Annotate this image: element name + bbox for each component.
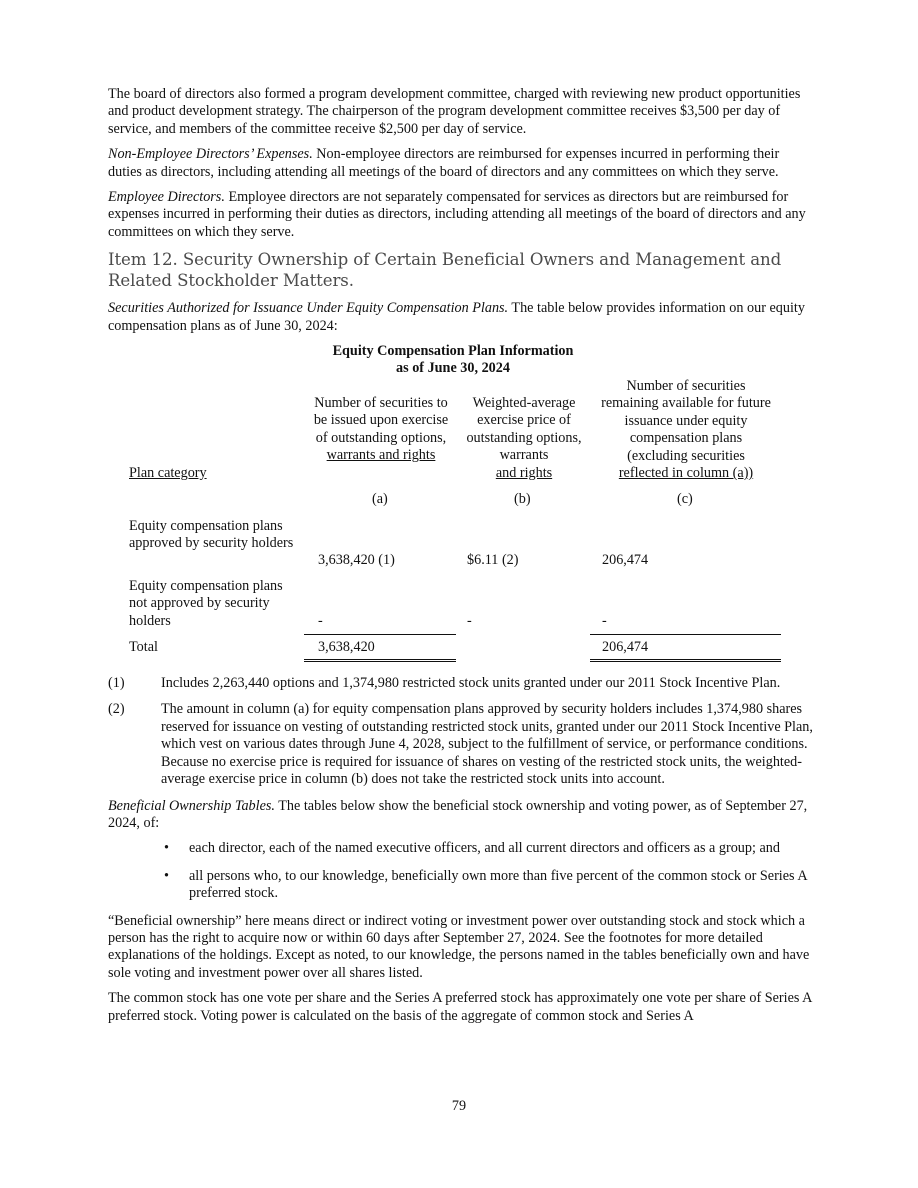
list-item bbox=[108, 840, 813, 857]
total-col-a: 3,638,420 bbox=[318, 639, 375, 656]
paragraph-lead: Non-Employee Directors’ Expenses. bbox=[108, 146, 313, 163]
paragraph-equity-intro bbox=[108, 300, 813, 335]
list-item-text: each director, each of the named executive officers, and all current directors and officers as a group; and bbox=[189, 840, 780, 857]
paragraph-beneficial-definition: “Beneficial ownership” here means direct or indirect voting or investment power over outstanding stock and stock which a person has the right to acquire now or within 60 days after September 27, 2024. See the footnotes for more detailed explanations of the holdings. Except as noted, to our knowledge, the persons named in the tables beneficially own and have sole voting and investment power over all shares listed. bbox=[108, 912, 810, 981]
row-1-col-a: 3,638,420 (1) bbox=[318, 552, 395, 569]
bullet-list bbox=[108, 840, 813, 902]
bullet-icon: • bbox=[164, 867, 169, 884]
row-2-category: Equity compensation plans not approved by security holders bbox=[129, 578, 283, 629]
row-1-col-b: $6.11 (2) bbox=[467, 552, 519, 569]
header-col-a bbox=[311, 395, 451, 465]
header-col-b-underlined: and rights bbox=[495, 464, 553, 481]
row-1-category: Equity compensation plans approved by security holders bbox=[129, 518, 294, 552]
equity-compensation-table bbox=[108, 377, 813, 697]
footnote-1-text: Includes 2,263,440 options and 1,374,980 restricted stock units granted under our 2011 Stock Incentive Plan. bbox=[161, 675, 781, 692]
footnote-2-text: The amount in column (a) for equity compensation plans approved by security holders includes 1,374,980 shares reserved for issuance on vesting of outstanding restricted stock units, granted under our 2011 Stock Incentive Plan, which vest on various dates through June 4, 2028, subject to the fulfillment of service, or performance conditions. Because no exercise price is required for issuance of shares on vesting of the restricted stock units, the weighted-average exercise price in column (b) does not take the restricted stock units into account. bbox=[161, 701, 813, 788]
footnote-1-number: (1) bbox=[108, 675, 125, 692]
table-title-line2: as of June 30, 2024 bbox=[396, 360, 510, 377]
header-col-b bbox=[463, 395, 585, 482]
table-title bbox=[108, 343, 798, 377]
row-1-col-c: 206,474 bbox=[602, 552, 649, 569]
row-2-col-a: - bbox=[318, 613, 323, 630]
header-col-a-text: Number of securities to be issued upon exercise of outstanding options, bbox=[313, 395, 449, 446]
header-col-c-text: Number of securities remaining available for future issuance under equity compensation plans (excluding securities bbox=[601, 378, 771, 464]
footnotes bbox=[108, 675, 813, 788]
bullet-icon: • bbox=[164, 840, 169, 857]
header-plan-category bbox=[129, 465, 207, 482]
paragraph-program-committee: The board of directors also formed a program development committee, charged with reviewing new product opportunities and product development strategy. The chairperson of the program development committee receives $3,500 per day of service, and members of the committee receive $2,500 per day of service. bbox=[108, 86, 801, 137]
header-col-a-underlined: warrants and rights bbox=[326, 447, 436, 464]
page-number: 79 bbox=[451, 1098, 467, 1114]
total-label: Total bbox=[129, 639, 158, 656]
paragraph-text: Non-employee directors are reimbursed for expenses incurred in performing their duties as directors, including attending all meetings of the board of directors and any committees on which they serve. bbox=[108, 146, 780, 180]
paragraph-lead: Employee Directors. bbox=[108, 189, 225, 206]
paragraph-voting-power: The common stock has one vote per share and the Series A preferred stock has approximately one vote per share of Series A preferred stock. Voting power is calculated on the basis of the aggregate of common stock and Series A bbox=[108, 990, 812, 1024]
col-b-letter: (b) bbox=[514, 491, 531, 508]
total-top-rule-a bbox=[304, 634, 456, 635]
col-c-letter: (c) bbox=[677, 491, 693, 508]
footnote-2-number: (2) bbox=[108, 701, 125, 718]
paragraph-non-employee-expenses bbox=[108, 146, 813, 181]
total-top-rule-c bbox=[590, 634, 781, 635]
col-a-letter: (a) bbox=[372, 491, 388, 508]
row-2-col-b: - bbox=[467, 613, 472, 630]
footnote-1 bbox=[108, 675, 813, 692]
paragraph-text: The table below provides information on our equity compensation plans as of June 30, 2024: bbox=[108, 300, 805, 334]
paragraph-beneficial-tables bbox=[108, 798, 813, 833]
header-col-b-text: Weighted-average exercise price of outstanding options, warrants bbox=[466, 395, 582, 464]
row-2-col-c: - bbox=[602, 613, 607, 630]
table-title-line1: Equity Compensation Plan Information bbox=[332, 343, 574, 360]
footnote-2 bbox=[108, 701, 813, 788]
section-heading: Item 12. Security Ownership of Certain Beneficial Owners and Management and Related Stockholder Matters. bbox=[108, 250, 782, 291]
total-col-c: 206,474 bbox=[602, 639, 649, 656]
paragraph-employee-directors bbox=[108, 189, 813, 241]
list-item bbox=[108, 868, 813, 903]
header-col-c-underlined: reflected in column (a)) bbox=[618, 465, 754, 482]
paragraph-text: Employee directors are not separately compensated for services as directors but are reimbursed for expenses incurred in performing their duties as directors, including attending all meetings of the board of directors and any committees on which they serve. bbox=[108, 189, 806, 240]
total-bottom-rule-c bbox=[590, 659, 781, 662]
document-page bbox=[108, 86, 813, 1033]
paragraph-lead: Securities Authorized for Issuance Under Equity Compensation Plans. bbox=[108, 300, 509, 317]
header-plan-category-label: Plan category bbox=[129, 465, 207, 482]
paragraph-lead: Beneficial Ownership Tables. bbox=[108, 797, 275, 814]
header-col-c bbox=[598, 378, 774, 482]
total-bottom-rule-a bbox=[304, 659, 456, 662]
paragraph-text: The tables below show the beneficial stock ownership and voting power, as of September 27, 2024, of: bbox=[108, 797, 808, 831]
list-item-text: all persons who, to our knowledge, beneficially own more than five percent of the common stock or Series A preferred stock. bbox=[189, 867, 807, 902]
